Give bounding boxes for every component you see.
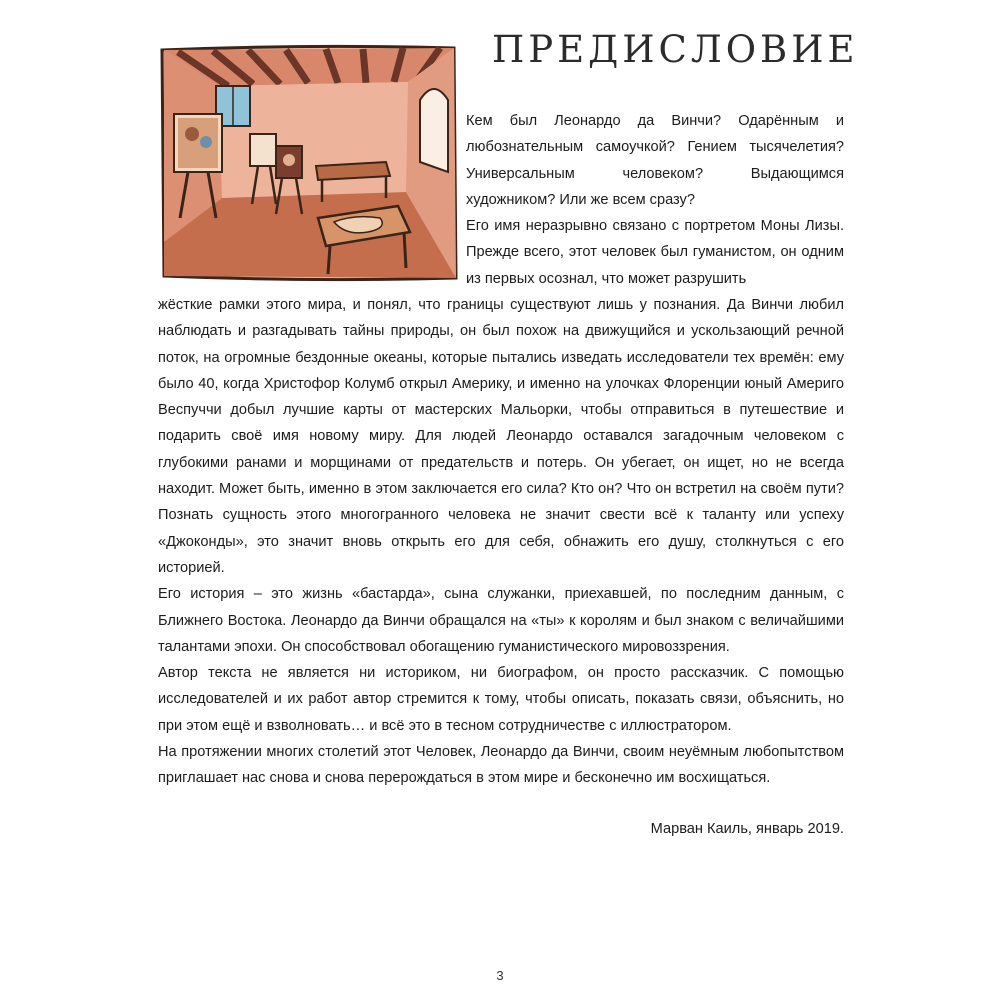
paragraph: На протяжении многих столетий этот Человек, Леонардо да Винчи, своим неуёмным любопытством приглашает нас снова и снова перерождаться в этом мире и бесконечно им восхищаться. [158,744,844,787]
paragraph: Кем был Леонардо да Винчи? Одарённым и любознательным самоучкой? Гением тысячелетия? Универсальным человеком? Выдающимся художником? Или же всем сразу? [466,113,844,208]
intro-text-block [466,108,844,292]
studio-illustration [158,42,460,282]
paragraph: Автор текста не является ни историком, ни биографом, он просто рассказчик. С помощью исследователей и их работ автор стремится к тому, чтобы описать, показать связи, объяснить, но при этом ещё и взволновать… и всё это в тесном сотрудничестве с иллюстратором. [158,665,844,734]
page-title: ПРЕДИСЛОВИЕ [492,28,859,71]
paragraph: Его имя неразрывно связано с портретом Моны Лизы. Прежде всего, этот человек был гуманистом, он одним из первых осознал, что может разрушить [466,218,844,287]
author-signature: Марван Каиль, январь 2019. [650,821,844,837]
paragraph: жёсткие рамки этого мира, и понял, что границы существуют лишь у познания. Да Винчи любил наблюдать и разгадывать тайны природы, он был похож на движущийся и ускользающий речной поток, на огромные бездонные океаны, которые пытались изведать исследователи тех времён: ему было 40, когда Христофор Колумб открыл Америку, и именно на улочках Флоренции юный Америго Веспуччи добыл лучшие карты от мастерских Мальорки, чтобы отправиться в путешествие и подарить своё имя новому миру. Для людей Леонардо оставался загадочным человеком с глубокими ранами и морщинами от предательств и потерь. Он убегает, он ищет, но не всегда находит. Может быть, именно в этом заключается его сила? Кто он? Что он встретил на своём пути? Познать сущность этого многогранного человека не значит свести всё к таланту или успеху «Джоконды», это значит вновь открыть его для себя, обнажить его душу, столкнуться с его историей. [158,297,844,576]
page-number: 3 [496,968,504,983]
main-text-block [158,292,844,792]
paragraph: Его история – это жизнь «бастарда», сына служанки, приехавшей, по последним данным, с Ближнего Востока. Леонардо да Винчи обращался на «ты» к королям и был знаком с величайшими талантами эпохи. Он способствовал обогащению гуманистического мировоззрения. [158,586,844,655]
